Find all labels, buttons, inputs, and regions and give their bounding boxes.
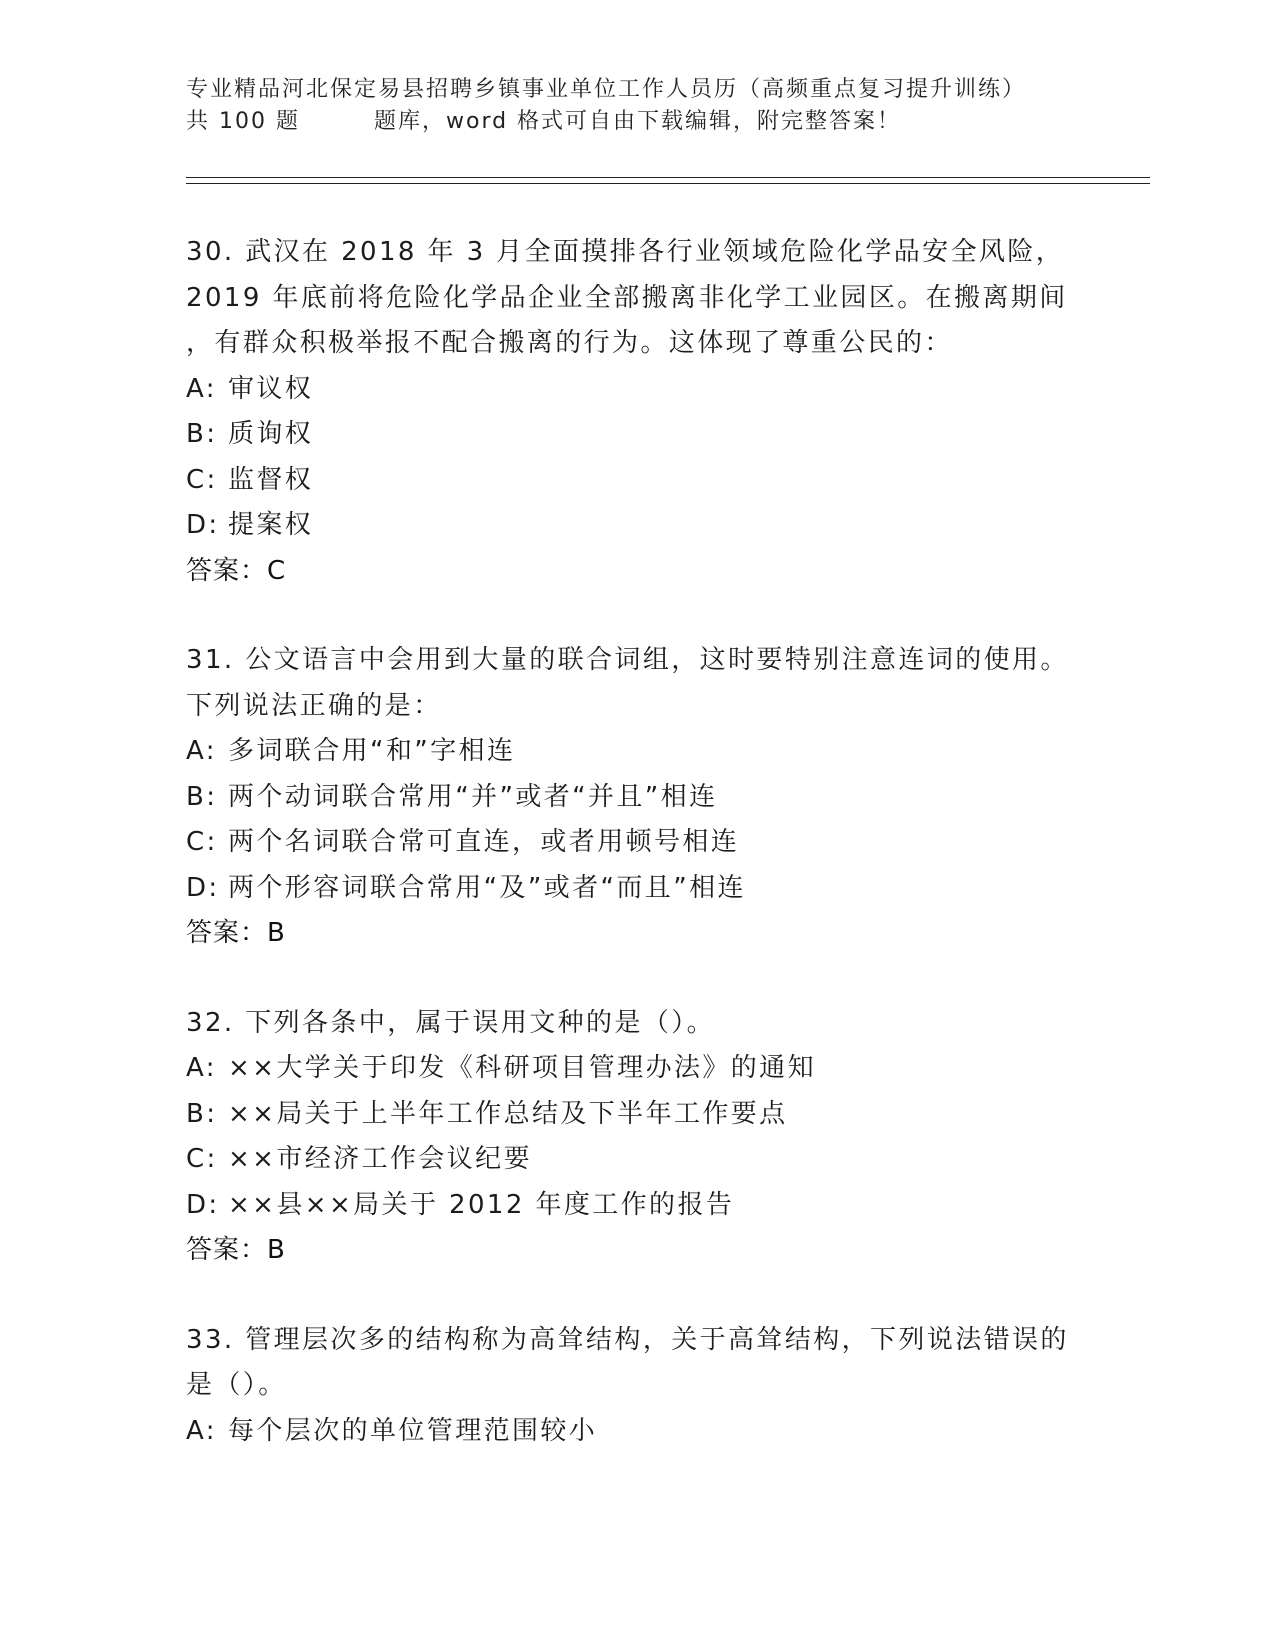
option-b [186, 775, 1106, 821]
question-stem-line: 33. 管理层次多的结构称为高耸结构，关于高耸结构，下列说法错误的 [186, 1324, 1069, 1355]
option-letter: C: [186, 827, 218, 857]
option-a [186, 1046, 1106, 1092]
option-d [186, 1183, 1106, 1229]
question-31 [186, 638, 1106, 957]
option-text: ××县××局关于 2012 年度工作的报告 [228, 1189, 735, 1220]
option-letter: A: [186, 1415, 217, 1446]
question-stem-line: 下列说法正确的是： [186, 690, 442, 721]
option-text: ××局关于上半年工作总结及下半年工作要点 [228, 1098, 788, 1129]
option-text: 审议权 [228, 373, 314, 404]
option-text: 两个名词联合常可直连，或者用顿号相连 [228, 827, 740, 857]
option-d [186, 866, 1106, 912]
question-stem-line: 32. 下列各条中，属于误用文种的是（）。 [186, 1007, 716, 1038]
header-title-line: 专业精品河北保定易县招聘乡镇事业单位工作人员历（高频重点复习提升训练） [186, 77, 1027, 102]
question-stem-line: 是（）。 [186, 1370, 287, 1400]
header-divider-bottom [186, 183, 1150, 184]
option-b [186, 412, 1106, 458]
header-description: 题库，word 格式可自由下载编辑，附完整答案！ [373, 109, 902, 134]
option-letter: D: [186, 510, 220, 540]
answer-line: 答案：B [186, 918, 286, 948]
option-letter: C: [186, 1144, 218, 1174]
question-stem-line: 2019 年底前将危险化学品企业全部搬离非化学工业园区。在搬离期间 [186, 282, 1068, 313]
option-letter: B: [186, 781, 218, 812]
question-32 [186, 1001, 1106, 1274]
option-letter: D: [186, 1189, 220, 1220]
answer-line: 答案：B [186, 1235, 286, 1265]
question-stem-line: 31. 公文语言中会用到大量的联合词组，这时要特别注意连词的使用。 [186, 645, 1069, 675]
option-letter: B: [186, 1098, 218, 1129]
option-letter: A: [186, 736, 217, 766]
option-letter: A: [186, 1053, 217, 1083]
option-d [186, 503, 1106, 549]
option-text: 质询权 [228, 419, 314, 449]
option-text: 监督权 [228, 464, 314, 495]
option-c [186, 820, 1106, 866]
option-c [186, 1137, 1106, 1183]
option-a [186, 729, 1106, 775]
option-letter: B: [186, 419, 218, 449]
option-text: 两个动词联合常用“并”或者“并且”相连 [228, 781, 718, 812]
option-text: 每个层次的单位管理范围较小 [228, 1415, 598, 1446]
option-text: 提案权 [228, 510, 314, 540]
option-text: ××市经济工作会议纪要 [228, 1144, 532, 1174]
header-question-count: 共 100 题 [186, 109, 300, 134]
option-letter: A: [186, 373, 217, 404]
document-header [186, 74, 1146, 138]
option-text: 多词联合用“和”字相连 [228, 736, 516, 766]
question-stem-line: 30. 武汉在 2018 年 3 月全面摸排各行业领域危险化学品安全风险， [186, 237, 1065, 267]
option-text: ××大学关于印发《科研项目管理办法》的通知 [228, 1053, 816, 1083]
question-33 [186, 1318, 1106, 1455]
option-text: 两个形容词联合常用“及”或者“而且”相连 [228, 872, 746, 903]
question-list [186, 230, 1106, 1498]
option-letter: D: [186, 872, 220, 903]
question-30 [186, 230, 1106, 594]
header-divider-top [186, 177, 1150, 178]
header-subtitle-line [186, 106, 1146, 138]
option-c [186, 458, 1106, 504]
option-a [186, 367, 1106, 413]
answer-line: 答案：C [186, 555, 287, 586]
question-stem-line: ，有群众积极举报不配合搬离的行为。这体现了尊重公民的： [186, 328, 953, 358]
option-a [186, 1409, 1106, 1455]
option-b [186, 1092, 1106, 1138]
option-letter: C: [186, 464, 218, 495]
